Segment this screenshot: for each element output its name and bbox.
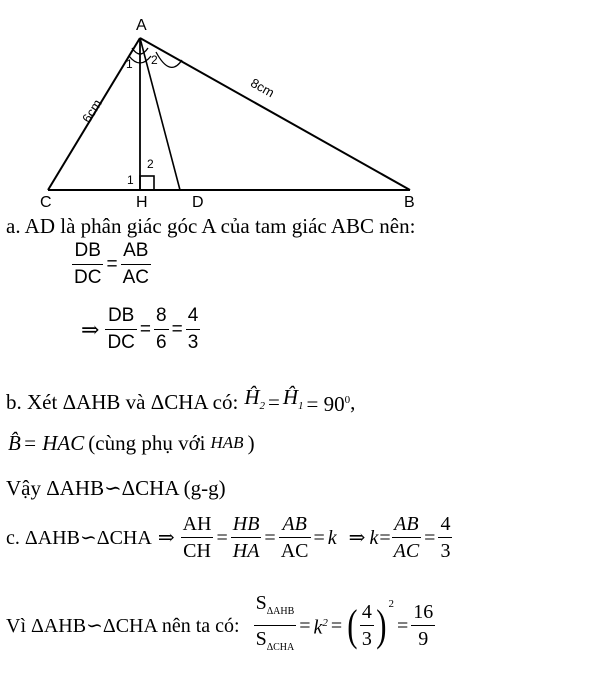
angle-h2	[238, 385, 265, 418]
label-angle-1: 1	[126, 57, 133, 71]
frac-bar	[254, 625, 297, 626]
k-squared	[314, 611, 328, 640]
equals-sign: =	[139, 318, 151, 340]
frac-den: AC	[122, 267, 149, 288]
equals-sign: =	[330, 614, 343, 637]
frac-bar	[438, 537, 452, 538]
part-b-line2	[8, 431, 255, 455]
label-h-2: 2	[147, 157, 154, 171]
angle-value-text: = 90	[306, 391, 345, 416]
part-b-reason: (cùng phụ với	[88, 431, 206, 455]
frac-den: HA	[232, 540, 260, 562]
frac-ab-ac-italic	[392, 513, 422, 562]
frac-bar	[154, 329, 169, 330]
frac-den: CH	[183, 540, 211, 562]
equals-sign: =	[106, 253, 118, 275]
frac-hb-ha	[231, 513, 262, 562]
frac-bar	[360, 625, 374, 626]
left-paren: (	[347, 600, 358, 650]
k-letter: k	[313, 616, 323, 639]
frac-4-3	[186, 305, 201, 354]
area-s: S	[255, 592, 267, 614]
equals-sign: =	[397, 614, 409, 637]
frac-bar	[392, 537, 422, 538]
equals-sign: =	[424, 526, 436, 549]
frac-num: 8	[156, 305, 167, 326]
ratio-k: k	[369, 526, 379, 549]
angle-hac: = HAC	[22, 431, 85, 455]
frac-num: 4	[361, 601, 372, 623]
equals-sign: =	[313, 526, 325, 549]
frac-den: DC	[107, 332, 135, 353]
label-h-1: 1	[127, 173, 134, 187]
label-h: H	[136, 194, 148, 210]
frac-8-6	[154, 305, 169, 354]
equals-sign: =	[299, 614, 311, 637]
implies-arrow: ⇒	[157, 526, 175, 549]
frac-den: 6	[156, 332, 167, 353]
frac-area-ratio	[254, 592, 297, 659]
frac-bar	[186, 329, 201, 330]
frac-den: DC	[74, 267, 102, 288]
label-a: A	[136, 17, 147, 34]
implies-arrow: ⇒	[348, 526, 366, 549]
comma: ,	[350, 389, 356, 414]
frac-ab-ac	[121, 240, 151, 289]
frac-num: 16	[413, 601, 434, 623]
angle-h2-letter: Ĥ	[244, 385, 260, 409]
label-b: B	[404, 194, 415, 210]
label-ab-length: 8cm	[248, 75, 277, 101]
angle-h2-sub: 2	[259, 400, 265, 413]
frac-num	[254, 592, 297, 623]
angle-h1-sub: 1	[298, 400, 304, 413]
part-d-prefix: Vì ΔAHB∽ΔCHA nên ta có:	[6, 614, 240, 637]
frac-num: HB	[232, 513, 260, 535]
part-a-ratio-line2	[78, 305, 200, 354]
degree-mark: 0	[344, 393, 351, 406]
frac-db-dc	[105, 305, 136, 354]
area-s: S	[255, 628, 267, 650]
side-ab	[140, 38, 410, 190]
label-d: D	[192, 194, 204, 210]
part-c-line	[6, 513, 452, 562]
frac-num: 4	[187, 305, 199, 326]
label-c: C	[40, 194, 52, 210]
area-sub-ahb: ΔAHB	[266, 606, 295, 617]
triangle-figure	[0, 0, 600, 210]
frac-4-3	[360, 601, 374, 650]
frac-bar	[231, 537, 262, 538]
frac-num: AB	[394, 513, 419, 535]
frac-den	[254, 628, 297, 659]
part-b-line1	[6, 385, 355, 418]
angle-hab: HAB	[210, 433, 244, 452]
area-sub-cha: ΔCHA	[266, 642, 295, 653]
implies-arrow: ⇒	[81, 316, 100, 342]
frac-bar	[105, 329, 136, 330]
frac-bar	[279, 537, 311, 538]
frac-num: AB	[123, 240, 149, 261]
frac-den: AC	[393, 540, 420, 562]
equals-sign: =	[264, 526, 276, 549]
frac-den: 3	[440, 540, 451, 562]
label-ac-length: 6cm	[79, 96, 105, 126]
label-angle-2: 2	[151, 53, 158, 67]
equals-sign: =	[216, 526, 228, 549]
frac-db-dc	[72, 240, 103, 289]
part-d-line	[6, 592, 435, 659]
equals-sign: =	[379, 526, 391, 549]
frac-num: AH	[182, 513, 212, 535]
frac-den: 3	[361, 628, 372, 650]
frac-bar	[411, 625, 435, 626]
frac-den: AC	[280, 540, 309, 562]
frac-bar	[181, 537, 214, 538]
frac-den: 3	[187, 332, 199, 353]
right-angle-mark	[140, 176, 154, 190]
frac-num: 4	[440, 513, 451, 535]
equals-sign: =	[171, 318, 183, 340]
frac-bar	[121, 264, 151, 265]
part-a-statement: a. AD là phân giác góc A của tam giác ABC nên:	[6, 214, 416, 238]
part-a-ratio-line1	[72, 240, 151, 289]
ratio-k: k	[327, 526, 337, 549]
k-exponent: 2	[322, 617, 328, 630]
frac-4-3	[438, 513, 452, 562]
angle-h1-letter: Ĥ	[282, 385, 299, 409]
frac-ah-ch	[181, 513, 214, 562]
frac-num: DB	[107, 305, 135, 326]
frac-den: 9	[418, 628, 429, 650]
right-paren: )	[376, 600, 387, 650]
frac-16-9	[411, 601, 435, 650]
part-b-prefix: b. Xét ΔAHB và ΔCHA có:	[6, 389, 239, 414]
equals-sign: =	[268, 389, 280, 414]
frac-num: AB	[282, 513, 307, 535]
angle-h1	[283, 385, 304, 418]
paren-exponent: 2	[388, 598, 395, 610]
frac-num: DB	[74, 240, 101, 261]
part-b-conclusion: Vậy ΔAHB∽ΔCHA (g-g)	[6, 476, 226, 500]
frac-ab-ac	[279, 513, 311, 562]
part-c-prefix: c. ΔAHB∽ΔCHA	[6, 526, 152, 549]
close-paren: )	[247, 431, 255, 455]
angle-value	[304, 388, 351, 416]
angle-b: B̂	[8, 431, 21, 455]
frac-bar	[72, 264, 103, 265]
